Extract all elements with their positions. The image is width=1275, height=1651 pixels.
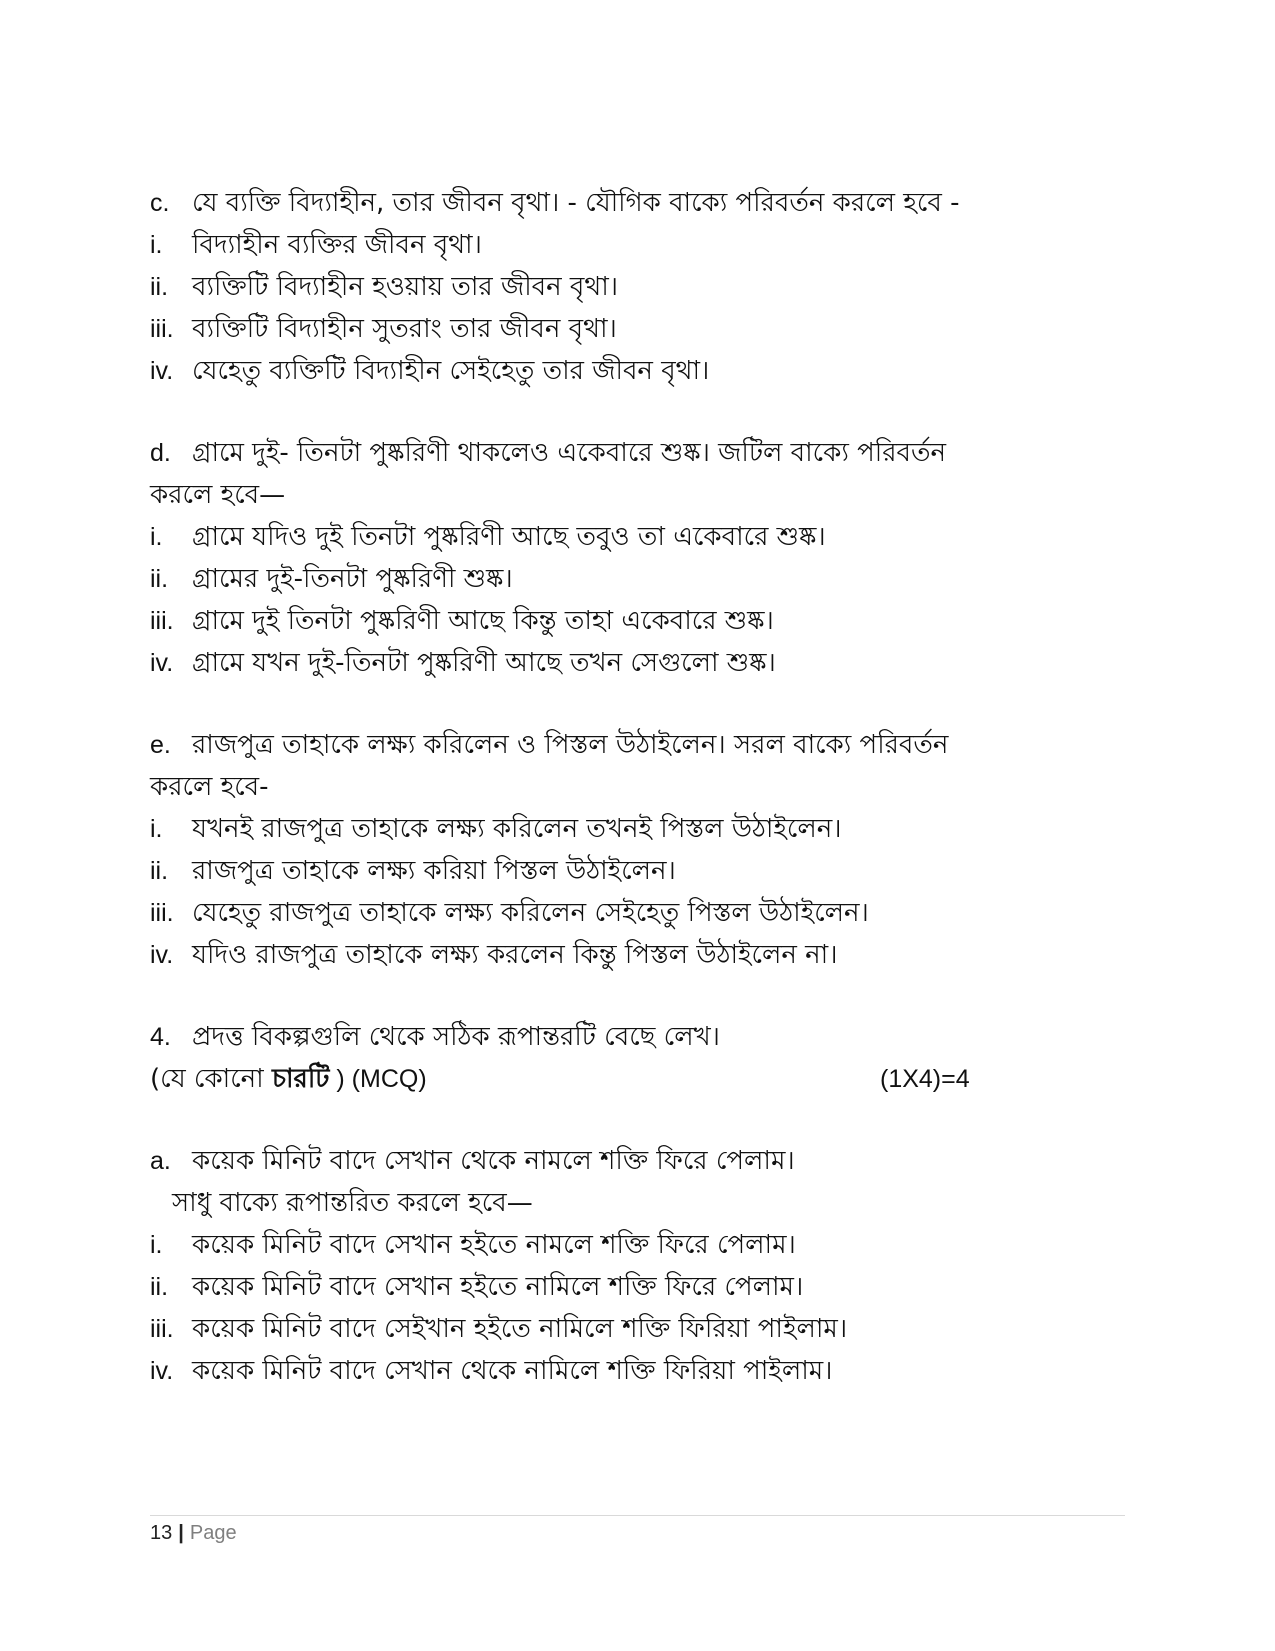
question-label: e. xyxy=(150,731,171,759)
option-label: i. xyxy=(150,1231,163,1259)
question-e-prompt xyxy=(150,724,1130,766)
option-row xyxy=(150,892,1130,934)
option-text: যেহেতু রাজপুত্র তাহাকে লক্ষ্য করিলেন সেইহেতু পিস্তল উঠাইলেন। xyxy=(192,898,869,928)
option-row xyxy=(150,558,1130,600)
question-label: c. xyxy=(150,189,170,217)
question-label: a. xyxy=(150,1147,171,1175)
option-text: যদিও রাজপুত্র তাহাকে লক্ষ্য করলেন কিন্তু পিস্তল উঠাইলেন না। xyxy=(192,940,838,970)
option-label: i. xyxy=(150,815,163,843)
footer-divider xyxy=(150,1515,1125,1516)
question-a-prompt-continued: সাধু বাক্যে রূপান্তরিত করলে হবে— xyxy=(172,1188,533,1218)
option-text: যখনই রাজপুত্র তাহাকে লক্ষ্য করিলেন তখনই পিস্তল উঠাইলেন। xyxy=(192,814,842,844)
question-text: কয়েক মিনিট বাদে সেখান থেকে নামলে শক্তি ফিরে পেলাম। xyxy=(192,1146,795,1176)
question-e-prompt-continued: করলে হবে- xyxy=(150,772,269,802)
option-text: কয়েক মিনিট বাদে সেখান থেকে নামিলে শক্তি ফিরিয়া পাইলাম। xyxy=(192,1356,833,1386)
option-row xyxy=(150,224,1130,266)
option-row xyxy=(150,1266,1130,1308)
option-text: কয়েক মিনিট বাদে সেখান হইতে নামলে শক্তি ফিরে পেলাম। xyxy=(192,1230,796,1260)
option-text: ব্যক্তিটি বিদ্যাহীন হওয়ায় তার জীবন বৃথা। xyxy=(192,272,619,302)
option-row xyxy=(150,1350,1130,1392)
option-row xyxy=(150,934,1130,976)
question-text: গ্রামে দুই- তিনটা পুষ্করিণী থাকলেও একেবারে শুষ্ক। জটিল বাক্যে পরিবর্তন xyxy=(192,438,947,468)
question-text: রাজপুত্র তাহাকে লক্ষ্য করিলেন ও পিস্তল উঠাইলেন। সরল বাক্যে পরিবর্তন xyxy=(192,730,949,760)
option-text: গ্রামে যদিও দুই তিনটা পুষ্করিণী আছে তবুও তা একেবারে শুষ্ক। xyxy=(192,522,826,552)
question-c-prompt xyxy=(150,182,1130,224)
option-label: iii. xyxy=(150,899,174,927)
spacer xyxy=(150,976,1130,1016)
option-text: ব্যক্তিটি বিদ্যাহীন সুতরাং তার জীবন বৃথা। xyxy=(192,314,617,344)
section-heading-text: প্রদত্ত বিকল্পগুলি থেকে সঠিক রূপান্তরটি বেছে লেখ। xyxy=(192,1022,720,1052)
question-label: d. xyxy=(150,439,171,467)
option-row xyxy=(150,266,1130,308)
option-label: iv. xyxy=(150,649,174,677)
option-label: ii. xyxy=(150,857,169,885)
question-text: যে ব্যক্তি বিদ্যাহীন, তার জীবন বৃথা। - যৌগিক বাক্যে পরিবর্তন করলে হবে - xyxy=(192,188,960,218)
option-label: i. xyxy=(150,231,163,259)
option-row xyxy=(150,1224,1130,1266)
spacer xyxy=(150,1100,1130,1140)
option-label: iii. xyxy=(150,315,174,343)
option-text: গ্রামের দুই-তিনটা পুষ্করিণী শুষ্ক। xyxy=(192,564,513,594)
option-row xyxy=(150,516,1130,558)
instruction-close: ) (MCQ) xyxy=(329,1065,427,1093)
instruction-open: (যে কোনো xyxy=(150,1064,272,1094)
footer-separator: | xyxy=(178,1522,184,1544)
question-a-prompt xyxy=(150,1140,1130,1182)
section-4-instruction xyxy=(150,1058,1130,1100)
option-row xyxy=(150,308,1130,350)
option-label: iv. xyxy=(150,1357,174,1385)
option-row xyxy=(150,1308,1130,1350)
page-number: 13 xyxy=(150,1522,173,1544)
option-label: iii. xyxy=(150,1315,174,1343)
option-row xyxy=(150,600,1130,642)
option-row xyxy=(150,642,1130,684)
option-label: iv. xyxy=(150,941,174,969)
section-4-heading xyxy=(150,1016,1130,1058)
page-footer xyxy=(150,1522,237,1545)
page-label: Page xyxy=(189,1522,237,1544)
section-number: 4. xyxy=(150,1023,171,1051)
option-text: গ্রামে দুই তিনটা পুষ্করিণী আছে কিন্তু তাহা একেবারে শুষ্ক। xyxy=(192,606,774,636)
option-label: ii. xyxy=(150,1273,169,1301)
option-label: ii. xyxy=(150,565,169,593)
option-text: বিদ্যাহীন ব্যক্তির জীবন বৃথা। xyxy=(192,230,482,260)
spacer xyxy=(150,684,1130,724)
question-d-prompt-continued: করলে হবে— xyxy=(150,480,286,510)
option-text: কয়েক মিনিট বাদে সেখান হইতে নামিলে শক্তি ফিরে পেলাম। xyxy=(192,1272,804,1302)
option-row xyxy=(150,350,1130,392)
spacer xyxy=(150,392,1130,432)
option-label: iii. xyxy=(150,607,174,635)
option-text: গ্রামে যখন দুই-তিনটা পুষ্করিণী আছে তখন সেগুলো শুষ্ক। xyxy=(192,648,776,678)
option-label: i. xyxy=(150,523,163,551)
option-text: রাজপুত্র তাহাকে লক্ষ্য করিয়া পিস্তল উঠাইলেন। xyxy=(192,856,676,886)
page-content xyxy=(150,182,1130,1392)
option-row xyxy=(150,850,1130,892)
instruction-bold: চারটি xyxy=(271,1064,330,1094)
option-row xyxy=(150,808,1130,850)
option-text: কয়েক মিনিট বাদে সেইখান হইতে নামিলে শক্তি ফিরিয়া পাইলাম। xyxy=(192,1314,848,1344)
marks-allocation: (1X4)=4 xyxy=(880,1065,970,1093)
option-label: ii. xyxy=(150,273,169,301)
option-label: iv. xyxy=(150,357,174,385)
question-d-prompt xyxy=(150,432,1130,474)
option-text: যেহেতু ব্যক্তিটি বিদ্যাহীন সেইহেতু তার জীবন বৃথা। xyxy=(192,356,710,386)
